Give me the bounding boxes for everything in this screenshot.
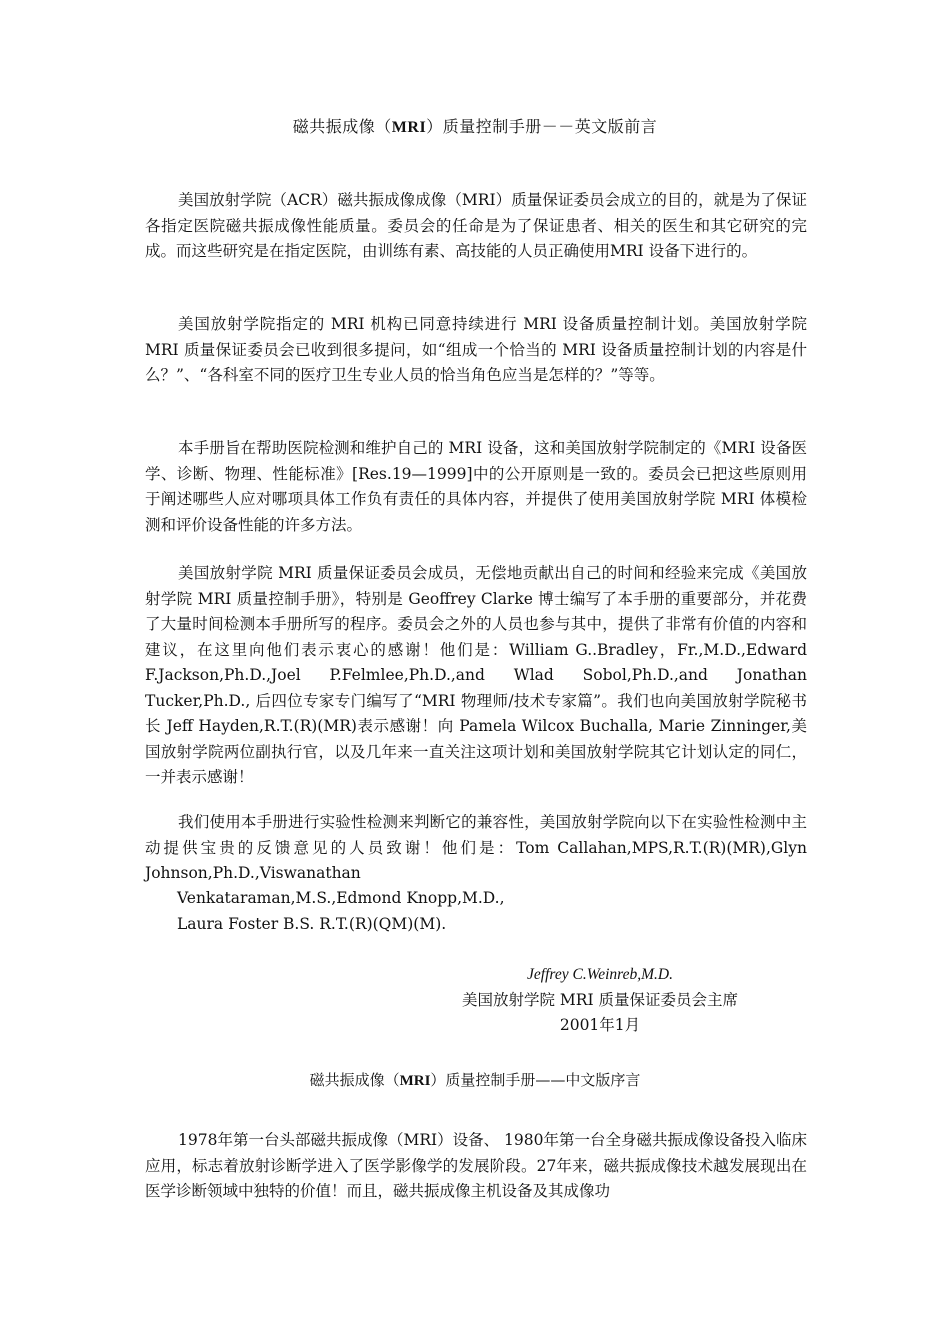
mri-abbrev: MRI [391, 119, 427, 136]
paragraph-manual-aim: 本手册旨在帮助医院检测和维护自己的 MRI 设备，这和美国放射学院制定的《MRI 设备医学、诊断、物理、性能标准》[Res.19—1999]中的公开原则是一致的。委员会已把这些原则用于阐述哪些人应对哪项具体工作负有责任的具体内容，并提供了使用美国放射学院 MRI 体模检测和评价设备性能的许多方法。 [145, 439, 807, 534]
paragraph-purpose: 美国放射学院（ACR）磁共振成像成像（MRI）质量保证委员会成立的目的，就是为了保证各指定医院磁共振成像性能质量。委员会的任命是为了保证患者、相关的医生和其它研究的完成。而这些研究是在指定医院，由训练有素、高技能的人员正确使用MRI 设备下进行的。 [145, 191, 807, 260]
signature-date: 2001年1月 [559, 1016, 641, 1034]
chinese-preface-title: 磁共振成像（MRI）质量控制手册——中文版序言 [309, 1071, 641, 1089]
paragraph-pilot-testers: 我们使用本手册进行实验性检测来判断它的兼容性，美国放射学院向以下在实验性检测中主动提供宝贵的反馈意见的人员致谢！他们是：Tom Callahan,MPS,R.T.(R)(MR),Glyn Johnson,Ph.D.,Viswanathan [145, 813, 807, 882]
signature-block [390, 962, 810, 1039]
paragraph-qc-plan: 美国放射学院指定的 MRI 机构已同意持续进行 MRI 设备质量控制计划。美国放射学院 MRI 质量保证委员会已收到很多提问，如“组成一个恰当的 MRI 设备质量控制计划的内容是什么？”、“各科室不同的医疗卫生专业人员的恰当角色应当是怎样的？”等等。 [145, 315, 807, 384]
english-preface-title: 磁共振成像（MRI）质量控制手册－－英文版前言 [292, 117, 658, 136]
paragraph-acknowledgements: 美国放射学院 MRI 质量保证委员会成员，无偿地贡献出自己的时间和经验来完成《美国放射学院 MRI 质量控制手册》，特别是 Geoffrey Clarke 博士编写了本手册的重要部分，并花费了大量时间检测本手册所写的程序。委员会之外的人员也参与其中，提供了非常有价值的内容和建议，在这里向他们表示衷心的感谢！他们是：William G..Bradley，Fr.,M.D.,Edward F.Jackson,Ph.D.,Joel P.Felmlee,Ph.D.,and Wlad Sobol,Ph.D.,and Jonathan Tucker,Ph.D., 后四位专家专门编写了“MRI 物理师/技术专家篇”。我们也向美国放射学院秘书长 Jeff Hayden,R.T.(R)(MR)表示感谢！向 Pamela Wilcox Buchalla, Marie Zinninger,美国放射学院两位副执行官，以及几年来一直关注这项计划和美国放射学院其它计划认定的同仁，一并表示感谢！ [145, 564, 807, 786]
signature-name: Jeffrey C.Weinreb,M.D. [527, 966, 673, 983]
tester-names [177, 886, 505, 937]
paragraph-chinese-preface: 1978年第一台头部磁共振成像（MRI）设备、 1980年第一台全身磁共振成像设备投入临床应用，标志着放射诊断学进入了医学影像学的发展阶段。27年来，磁共振成像技术越发展现出在医学诊断领域中独特的价值！而且，磁共振成像主机设备及其成像功 [145, 1131, 807, 1200]
tester-name-line: Laura Foster B.S. R.T.(R)(QM)(M). [177, 914, 447, 933]
tester-name-line: Venkataraman,M.S.,Edmond Knopp,M.D., [177, 889, 505, 907]
signature-role: 美国放射学院 MRI 质量保证委员会主席 [461, 990, 739, 1009]
mri-abbrev: MRI [399, 1073, 431, 1089]
